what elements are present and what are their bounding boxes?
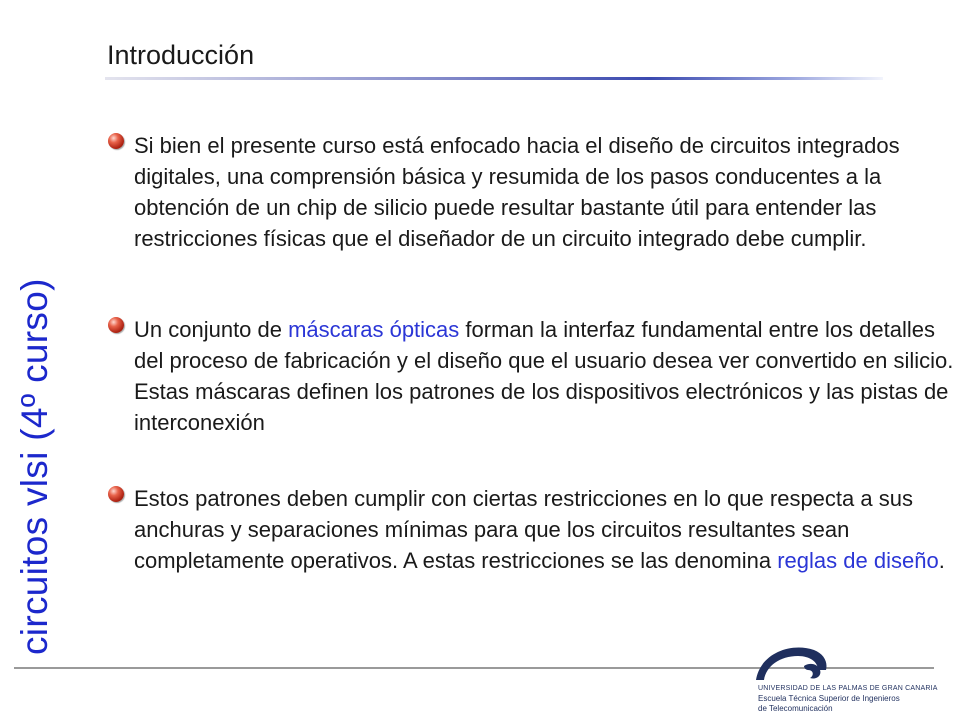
logo-school-name-2: de Telecomunicación (758, 704, 833, 713)
bullet-dot-icon (108, 133, 124, 149)
title-underline (105, 77, 883, 80)
bullet-text (134, 130, 958, 254)
vertical-course-label: circuitos vlsi (4º curso) (14, 278, 55, 655)
bullet-item-3 (108, 483, 958, 576)
highlight-term: máscaras ópticas (288, 317, 460, 342)
bullet-text-part: forman la interfaz fundamental entre los detalles del proceso de fabricación y el diseño que el usuario desea ver convertido en silicio. Estas máscaras definen los patrones de los dispositivos electrónicos y las pistas de interconexión (134, 317, 954, 435)
logo-text (758, 684, 938, 714)
bullet-text-part: Si bien el presente curso está enfocado hacia el diseño de circuitos integrados digitales, una comprensión básica y resumida de los pasos conducentes a la obtención de un chip de silicio puede resultar bastante útil para entender las restricciones físicas que el diseñador de un circuito integrado debe cumplir. (134, 133, 900, 251)
bullet-text-part: . (938, 548, 945, 573)
logo-university-name: UNIVERSIDAD DE LAS PALMAS DE GRAN CANARIA (758, 685, 938, 692)
bullet-text (134, 314, 958, 438)
logo-school-name: Escuela Técnica Superior de Ingenieros (758, 694, 900, 703)
bullet-text (134, 483, 958, 576)
bullet-text-part: Estos patrones deben cumplir con ciertas restricciones en lo que respecta a sus anchuras y separaciones mínimas para que los circuitos resultantes sean completamente operativos. A estas restricciones se las denomina (134, 486, 913, 573)
bullet-item-2 (108, 314, 958, 438)
slide-title: Introducción (107, 40, 255, 70)
university-logo (752, 640, 942, 718)
highlight-term: reglas de diseño (777, 548, 939, 573)
bullet-item-1 (108, 130, 958, 254)
bullet-dot-icon (108, 317, 124, 333)
bullet-dot-icon (108, 486, 124, 502)
bullet-text-part: Un conjunto de (134, 317, 289, 342)
ulpgc-emblem-icon (752, 640, 832, 684)
